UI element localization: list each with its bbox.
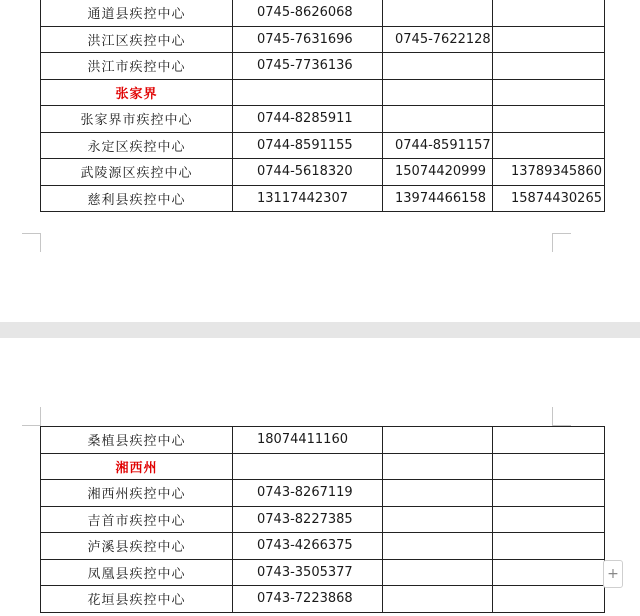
phone-cell: 0745-8626068 [233,0,383,26]
table-row [41,480,605,507]
table-row [41,53,605,80]
empty-cell [383,453,493,480]
phone-cell [383,480,493,507]
cdc-name-cell: 桑植县疾控中心 [41,427,233,454]
phone-cell [493,26,605,53]
table-row [41,185,605,212]
phone-cell: 0744-8591157 [383,132,493,159]
phone-cell [493,506,605,533]
cdc-contact-table [40,426,605,613]
table-row [41,427,605,454]
table-row [41,79,605,106]
region-heading: 湘西州 [41,453,233,480]
cdc-name-cell: 吉首市疾控中心 [41,506,233,533]
phone-cell: 0745-7736136 [233,53,383,80]
empty-cell [383,79,493,106]
cdc-contact-table [40,0,605,212]
phone-cell [493,559,605,586]
phone-cell [493,53,605,80]
region-heading: 张家界 [41,79,233,106]
table-row [41,106,605,133]
phone-cell: 0745-7622128 [383,26,493,53]
document-page-2 [0,338,640,616]
cdc-name-cell: 泸溪县疾控中心 [41,533,233,560]
page-separator [0,322,640,338]
empty-cell [493,453,605,480]
phone-cell [383,586,493,613]
table-row [41,559,605,586]
page-corner-mark [552,233,571,252]
cdc-name-cell: 花垣县疾控中心 [41,586,233,613]
phone-cell [383,533,493,560]
phone-cell: 13974466158 [383,185,493,212]
phone-cell: 18074411160 [233,427,383,454]
cdc-name-cell: 慈利县疾控中心 [41,185,233,212]
phone-cell [383,0,493,26]
page-corner-mark [552,407,571,426]
phone-cell [493,586,605,613]
phone-cell [493,427,605,454]
table-row [41,159,605,186]
phone-cell [493,0,605,26]
empty-cell [493,79,605,106]
phone-cell: 13117442307 [233,185,383,212]
phone-cell: 0743-7223868 [233,586,383,613]
cdc-name-cell: 湘西州疾控中心 [41,480,233,507]
cdc-name-cell: 凤凰县疾控中心 [41,559,233,586]
cdc-name-cell: 洪江区疾控中心 [41,26,233,53]
empty-cell [233,453,383,480]
cdc-name-cell: 通道县疾控中心 [41,0,233,26]
phone-cell [493,480,605,507]
phone-cell: 13789345860 [493,159,605,186]
plus-icon[interactable]: + [603,560,623,588]
cdc-name-cell: 武陵源区疾控中心 [41,159,233,186]
cdc-name-cell: 永定区疾控中心 [41,132,233,159]
page-corner-mark [22,407,41,426]
phone-cell [383,506,493,533]
table-row [41,453,605,480]
phone-cell: 0745-7631696 [233,26,383,53]
phone-cell: 0744-5618320 [233,159,383,186]
phone-cell: 15074420999 [383,159,493,186]
phone-cell: 0743-8227385 [233,506,383,533]
phone-cell [383,559,493,586]
table-row [41,26,605,53]
phone-cell [383,53,493,80]
phone-cell: 15874430265 [493,185,605,212]
phone-cell: 0743-3505377 [233,559,383,586]
phone-cell [383,106,493,133]
table-row [41,533,605,560]
phone-cell: 0744-8285911 [233,106,383,133]
cdc-name-cell: 洪江市疾控中心 [41,53,233,80]
table-row [41,132,605,159]
phone-cell [493,132,605,159]
page-corner-mark [22,233,41,252]
table-row [41,0,605,26]
phone-cell: 0743-8267119 [233,480,383,507]
cdc-name-cell: 张家界市疾控中心 [41,106,233,133]
phone-cell [493,533,605,560]
empty-cell [233,79,383,106]
table-row [41,586,605,613]
phone-cell [383,427,493,454]
phone-cell: 0743-4266375 [233,533,383,560]
phone-cell [493,106,605,133]
phone-cell: 0744-8591155 [233,132,383,159]
table-row [41,506,605,533]
